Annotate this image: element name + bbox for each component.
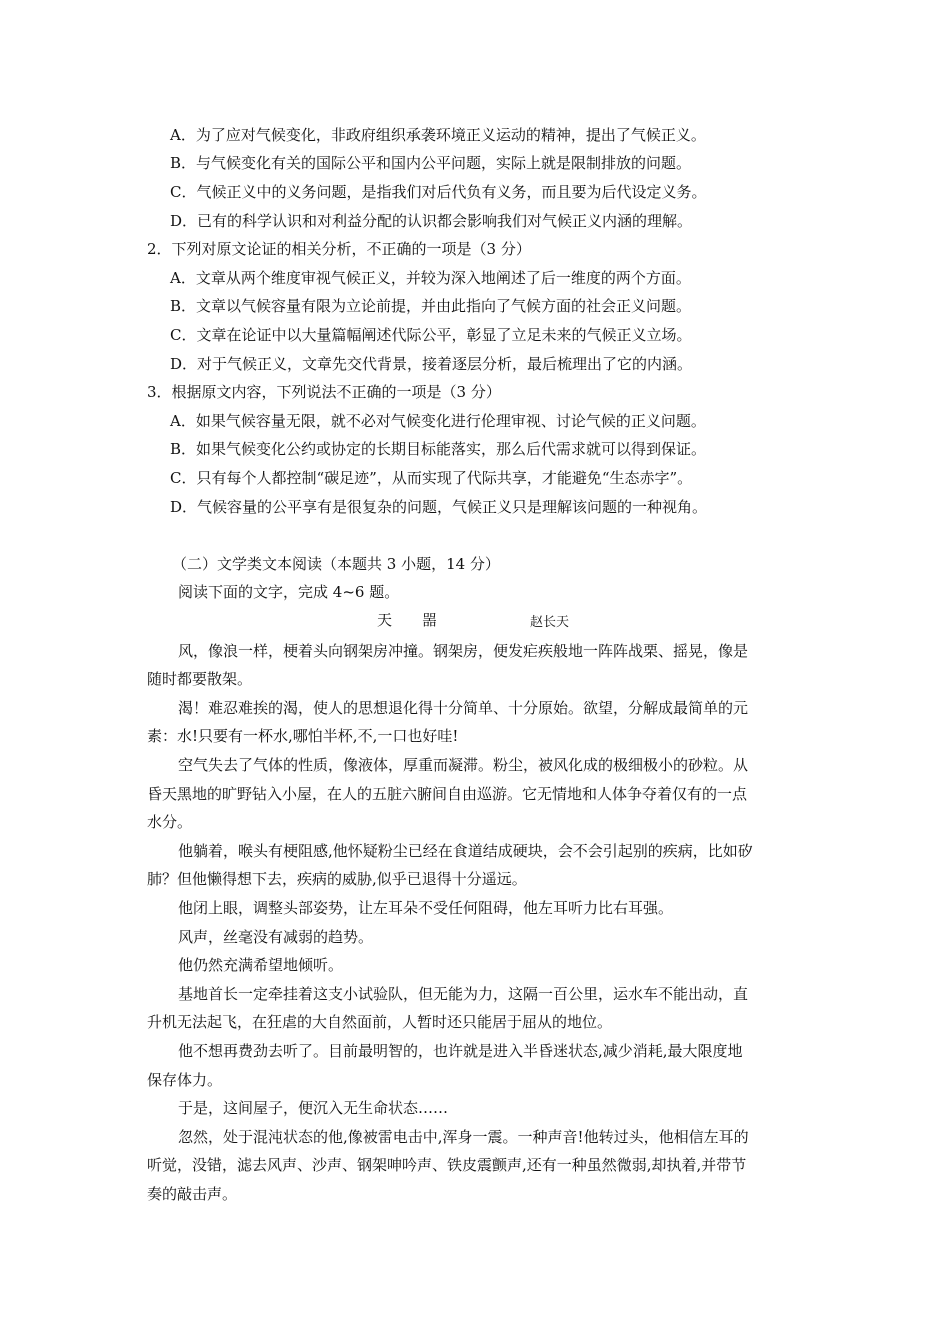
story-line: 渴！难忍难挨的渴，使人的思想退化得十分简单、十分原始。欲望，分解成最简单的元 xyxy=(178,699,749,717)
story-line: 随时都要散架。 xyxy=(147,670,253,688)
story-line: 他躺着，喉头有梗阻感,他怀疑粉尘已经在食道结成硬块，会不会引起别的疾病，比如矽 xyxy=(178,842,753,860)
section-heading: （二）文学类文本阅读（本题共 3 小题，14 分） xyxy=(172,555,500,573)
story-line: 升机无法起飞，在狂虐的大自然面前，人暂时还只能居于屈从的地位。 xyxy=(147,1013,613,1031)
story-line: 风声，丝毫没有减弱的趋势。 xyxy=(178,928,374,946)
story-line: 保存体力。 xyxy=(147,1071,223,1089)
q2-stem: 2．下列对原文论证的相关分析，不正确的一项是（3 分） xyxy=(147,240,531,258)
q1-option-a: A．为了应对气候变化，非政府组织承袭环境正义运动的精神，提出了气候正义。 xyxy=(170,126,706,144)
story-line: 昏天黑地的旷野钻入小屋，在人的五脏六腑间自由巡游。它无情地和人体争夺着仅有的一点 xyxy=(147,785,748,803)
q2-option-d: D．对于气候正义，文章先交代背景，接着逐层分析，最后梳理出了它的内涵。 xyxy=(170,355,693,373)
story-line: 忽然，处于混沌状态的他,像被雷电击中,浑身一震。一种声音!他转过头，他相信左耳的 xyxy=(178,1128,749,1146)
story-line: 奏的敲击声。 xyxy=(147,1185,238,1203)
section-instruction: 阅读下面的文字，完成 4~6 题。 xyxy=(178,583,400,601)
story-title: 天 噐 xyxy=(377,611,438,629)
story-author: 赵长天 xyxy=(530,615,570,630)
story-line: 于是，这间屋子，便沉入无生命状态…… xyxy=(178,1099,449,1117)
story-line: 肺？但他懒得想下去，疾病的威胁,似乎已退得十分遥远。 xyxy=(147,870,527,888)
q3-option-c: C．只有每个人都控制“碳足迹”，从而实现了代际共享，才能避免“生态赤字”。 xyxy=(170,469,693,487)
q3-option-d: D．气候容量的公平享有是很复杂的问题，气候正义只是理解该问题的一种视角。 xyxy=(170,498,708,516)
q1-option-b: B．与气候变化有关的国际公平和国内公平问题，实际上就是限制排放的问题。 xyxy=(170,154,692,172)
q2-option-b: B．文章以气候容量有限为立论前提，并由此指向了气候方面的社会正义问题。 xyxy=(170,297,692,315)
story-line: 素：水!只要有一杯水,哪怕半杯,不,一口也好哇! xyxy=(147,727,459,745)
story-line: 听觉，没错，滤去风声、沙声、钢架呻吟声、铁皮震颤声,还有一种虽然微弱,却执着,并带节 xyxy=(147,1156,747,1174)
story-line: 基地首长一定牵挂着这支小试验队，但无能为力，这隔一百公里，运水车不能出动，直 xyxy=(178,985,749,1003)
q1-option-c: C．气候正义中的义务问题，是指我们对后代负有义务，而且要为后代设定义务。 xyxy=(170,183,707,201)
story-line: 水分。 xyxy=(147,813,193,831)
q3-option-b: B．如果气候变化公约或协定的长期目标能落实，那么后代需求就可以得到保证。 xyxy=(170,440,707,458)
q3-stem: 3．根据原文内容，下列说法不正确的一项是（3 分） xyxy=(147,383,501,401)
story-line: 他仍然充满希望地倾听。 xyxy=(178,956,344,974)
story-line: 空气失去了气体的性质，像液体，厚重而凝滞。粉尘，被风化成的极细极小的砂粒。从 xyxy=(178,756,749,774)
story-line: 他不想再费劲去听了。目前最明智的，也许就是进入半昏迷状态,减少消耗,最大限度地 xyxy=(178,1042,743,1060)
story-line: 风，像浪一样，梗着头向钢架房冲撞。钢架房，便发疟疾般地一阵阵战栗、摇晃，像是 xyxy=(178,642,749,660)
q2-option-c: C．文章在论证中以大量篇幅阐述代际公平，彰显了立足未来的气候正义立场。 xyxy=(170,326,692,344)
q3-option-a: A．如果气候容量无限，就不必对气候变化进行伦理审视、讨论气候的正义问题。 xyxy=(170,412,706,430)
q1-option-d: D．已有的科学认识和对利益分配的认识都会影响我们对气候正义内涵的理解。 xyxy=(170,212,693,230)
q2-option-a: A．文章从两个维度审视气候正义，并较为深入地阐述了后一维度的两个方面。 xyxy=(170,269,691,287)
story-line: 他闭上眼，调整头部姿势，让左耳朵不受任何阻碍，他左耳听力比右耳强。 xyxy=(178,899,674,917)
